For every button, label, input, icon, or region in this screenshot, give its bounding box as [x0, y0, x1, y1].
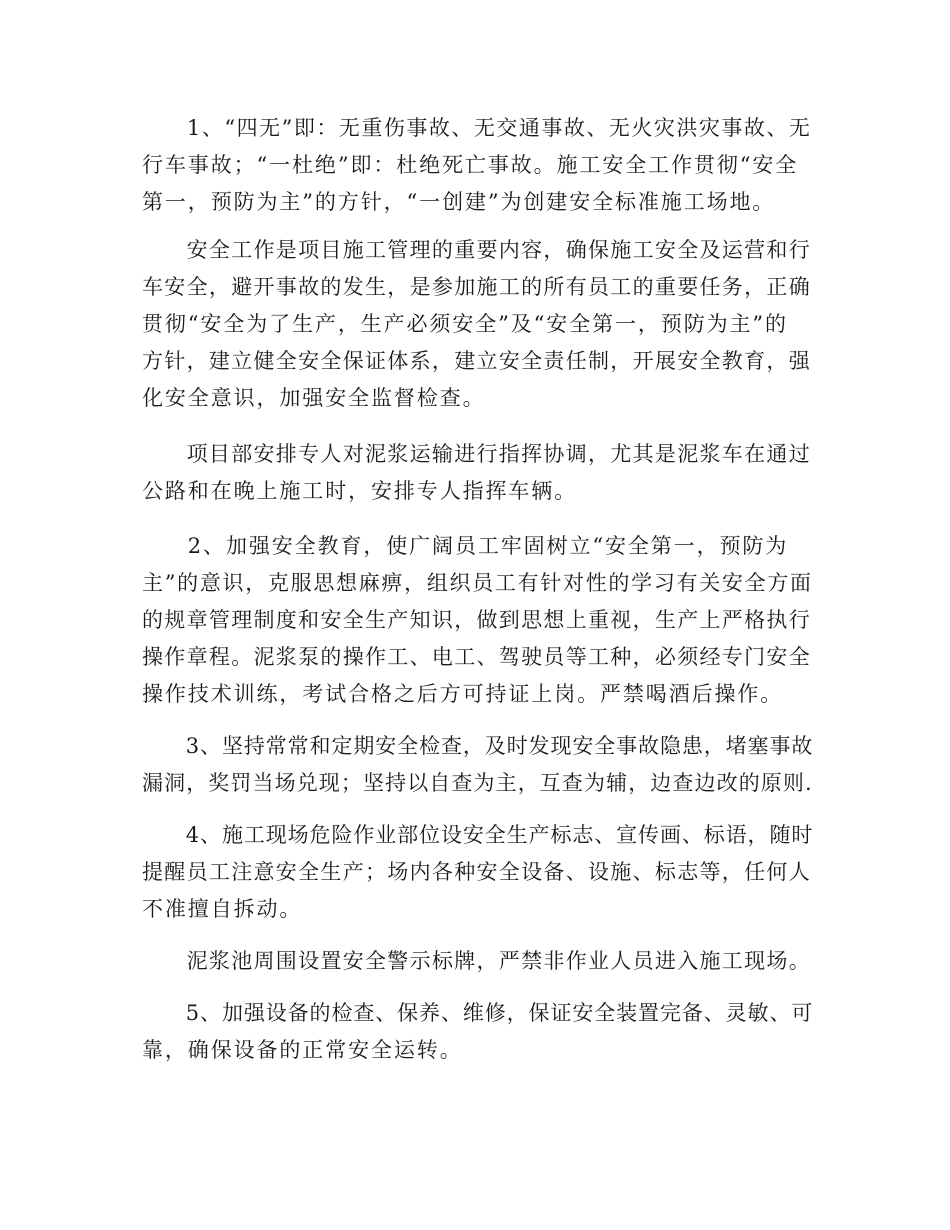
paragraph-line: 的规章管理制度和安全生产知识，做到思想上重视，生产上严格执行 — [142, 608, 811, 632]
paragraph-line: 2、加强安全教育，使广阔员工牢固树立“安全第一，预防为 — [142, 534, 789, 558]
paragraph-line: 5、加强设备的检查、保养、维修，保证安全装置完备、灵敏、可 — [142, 1001, 814, 1025]
paragraph-line: 车安全，避开事故的发生，是参加施工的所有员工的重要任务，正确 — [142, 275, 811, 299]
paragraph-7 — [142, 943, 814, 980]
paragraph-line: 贯彻“安全为了生产，生产必须安全”及“安全第一，预防为主”的 — [142, 312, 788, 336]
paragraph-line: 4、施工现场危险作业部位设安全生产标志、宣传画、标语，随时 — [142, 823, 814, 847]
paragraph-5 — [142, 728, 814, 802]
paragraph-line: 主”的意识，克服思想麻痹，组织员工有针对性的学习有关安全方面 — [142, 571, 813, 595]
paragraph-line: 第一，预防为主”的方针，“一创建”为创建安全标准施工场地。 — [142, 190, 776, 214]
paragraph-line: 漏洞，奖罚当场兑现；坚持以自查为主，互查为辅，边查边改的原则. — [142, 771, 813, 795]
paragraph-4 — [142, 528, 814, 713]
paragraph-line: 靠，确保设备的正常安全运转。 — [142, 1038, 463, 1062]
paragraph-line: 3、坚持常常和定期安全检查，及时发现安全事故隐患，堵塞事故 — [142, 734, 814, 758]
paragraph-line: 1、“四无”即：无重伤事故、无交通事故、无火灾洪灾事故、无 — [142, 116, 812, 140]
paragraph-line: 泥浆池周围设置安全警示标牌，严禁非作业人员进入施工现场。 — [142, 949, 811, 973]
paragraph-line: 行车事故；“一杜绝”即：杜绝死亡事故。施工安全工作贯彻“安全 — [142, 153, 799, 177]
paragraph-line: 操作章程。泥浆泵的操作工、电工、驾驶员等工种，必须经专门安全 — [142, 645, 811, 669]
paragraph-line: 不准擅自拆动。 — [142, 897, 303, 921]
paragraph-line: 提醒员工注意安全生产；场内各种安全设备、设施、标志等，任何人 — [142, 860, 811, 884]
paragraph-line: 方针，建立健全安全保证体系，建立安全责任制，开展安全教育，强 — [142, 349, 811, 373]
paragraph-line: 操作技术训练，考试合格之后方可持证上岗。严禁喝酒后操作。 — [142, 682, 784, 706]
paragraph-line: 化安全意识，加强安全监督检查。 — [142, 386, 486, 410]
paragraph-line: 项目部安排专人对泥浆运输进行指挥协调，尤其是泥浆车在通过 — [142, 442, 811, 466]
paragraph-8 — [142, 995, 814, 1069]
paragraph-line: 公路和在晚上施工时，安排专人指挥车辆。 — [142, 479, 578, 503]
paragraph-3 — [142, 436, 814, 510]
paragraph-6 — [142, 817, 814, 928]
paragraph-2 — [142, 232, 814, 417]
paragraph-1 — [142, 110, 814, 221]
paragraph-line: 安全工作是项目施工管理的重要内容，确保施工安全及运营和行 — [142, 238, 811, 262]
